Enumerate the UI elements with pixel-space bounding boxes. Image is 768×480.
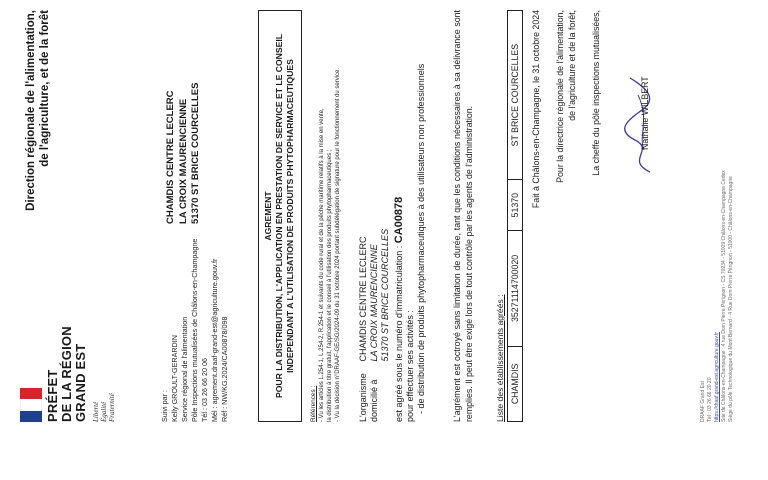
agree-prefix: est agréé sous le numéro d'immatriculation :	[394, 243, 404, 422]
suivi-line: Tél : 03 26 66 20 06	[200, 358, 209, 422]
activity-item: - de distribution de produits phytopharmaceutiques à des utilisateurs non professionnels	[416, 63, 426, 414]
agrement-subtitle-line: INDEPENDANT A L'UTILISATION DE PRODUITS PHYTOPHARMACEUTIQUES	[285, 59, 295, 373]
motto-line: Liberté	[92, 401, 100, 422]
place-date: Fait à Châlons-en-Champagne, le 31 octobre 2024	[531, 10, 541, 209]
city-cell: ST BRICE COURCELLES	[508, 11, 523, 180]
suivi-line: Mél : agrement.draaf-grand-est@agriculture.gouv.fr	[210, 258, 219, 422]
footer-contact	[700, 170, 735, 422]
activities-intro: pour effectuer ses activités :	[405, 310, 415, 422]
suivi-line: Réf : NW/KG.2024/CA00878/098	[220, 316, 229, 422]
followed-by-block	[160, 239, 230, 422]
direction-line: Direction régionale de l'alimentation,	[25, 10, 37, 211]
organisme-address-line: LA CROIX MAURENCIENNE	[369, 244, 379, 362]
organisme-name: CHAMDIS CENTRE LECLERC	[358, 236, 368, 362]
prefet-line: GRAND EST	[73, 343, 88, 422]
footer-line: Site de Châlons-en-Champagne : 4 rue Dom Pierre Pérignon - CS 70234 - 51009 Châlons-en-Champagne Cedex	[721, 170, 727, 422]
prefet-line: PRÉFET	[45, 369, 60, 422]
footer-line: DRAAF Grand Est	[700, 381, 706, 422]
agrement-heading: AGREMENT	[263, 191, 273, 241]
on-behalf-line: de l'agriculture et de la forêt,	[567, 10, 577, 121]
recipient-line: LA CROIX MAURENCIENNE	[177, 98, 189, 224]
republic-motto	[92, 393, 116, 422]
domicile-label: domicilié à	[369, 379, 379, 422]
reference-line: la distribution à titre gratuit, l'application et le conseil à l'utilisation des produits phytopharmaceutiques ;	[327, 149, 333, 422]
recipient-line: CHAMDIS CENTRE LECLERC	[165, 90, 176, 224]
registration-number: CA00878	[393, 196, 405, 244]
agreement-number-block	[394, 10, 427, 422]
reference-line: - Vu la décision n°DRAAF-GE/SG/2024-09 du 31 octobre 2024 portant subdélégation de signature pour le fonctionnement du service.	[335, 67, 341, 422]
organisme-block	[358, 229, 391, 422]
prefet-region-block	[46, 326, 88, 422]
signer-role: La cheffe du pôle inspections mutualisées,	[591, 10, 601, 176]
suivi-line: Kelly GROULT-GERARDIN	[170, 335, 179, 422]
prefet-line: DE LA RÉGION	[59, 326, 74, 422]
recipient-line: 51370 ST BRICE COURCELLES	[190, 82, 201, 224]
reference-line: - Vu les articles L.254-1, L.254-2, R.254-1 et suivants du code rural et de la pêche maritime relatifs à la mise en vente,	[319, 108, 325, 422]
establishment-name-cell: CHAMDIS	[508, 346, 523, 421]
signature-block	[530, 10, 602, 290]
flag-red-stripe	[20, 388, 42, 399]
footer-line: Siège du pôle Technologique du Mont Bernard - 4 Rue Dom Pierre Pérignon - 51000 - Châlons-en-Champagne	[728, 176, 734, 422]
table-row	[508, 11, 523, 422]
postal-code-cell: 51370	[508, 180, 523, 231]
footer-line: Tél : 03 26 66 20 20	[707, 377, 713, 422]
grant-conditions-paragraph: L'agrément est octroyé sans limitation de durée, tant que les conditions nécessaires à sa délivrance sont remplies. Il peut être exigé lors de tout contrôle par les agents de l'administration.	[452, 10, 474, 422]
flag-white-stripe	[20, 399, 42, 410]
flag-blue-stripe	[20, 411, 42, 422]
agrement-title-box	[258, 10, 302, 422]
recipient-address	[165, 83, 203, 224]
organisme-address-line: 51370 ST BRICE COURCELLES	[380, 228, 390, 362]
references-title: Références :	[310, 385, 317, 422]
motto-line: Fraternité	[108, 393, 116, 422]
agrement-subtitle-line: POUR LA DISTRIBUTION, L'APPLICATION EN PRESTATION DE SERVICE ET LE CONSEIL	[274, 34, 284, 398]
direction-line: de l'agriculture, et de la forêt	[39, 10, 51, 167]
establishments-table	[507, 10, 523, 422]
signer-name: Nathalie WILBERT	[640, 76, 650, 150]
suivi-line: Service régional de l'alimentation	[180, 316, 189, 422]
direction-title	[24, 10, 52, 280]
suivi-line: Pôle Inspections mutualisées de Châlons-en-Champagne	[190, 238, 199, 422]
establishments-list-title: Liste des établissements agréés :	[495, 294, 505, 422]
french-flag-logo	[20, 388, 42, 422]
footer-website-link[interactable]: https://draaf.grand-est.agriculture.gouv.fr	[714, 332, 720, 422]
on-behalf-line: Pour la directrice régionale de l'alimentation,	[555, 10, 565, 183]
motto-line: Égalité	[100, 401, 108, 422]
organisme-label: L'organisme	[358, 373, 368, 422]
references-block	[310, 10, 342, 422]
suivi-line: Suivi par :	[160, 390, 169, 422]
siret-cell: 35271114700020	[508, 231, 523, 347]
